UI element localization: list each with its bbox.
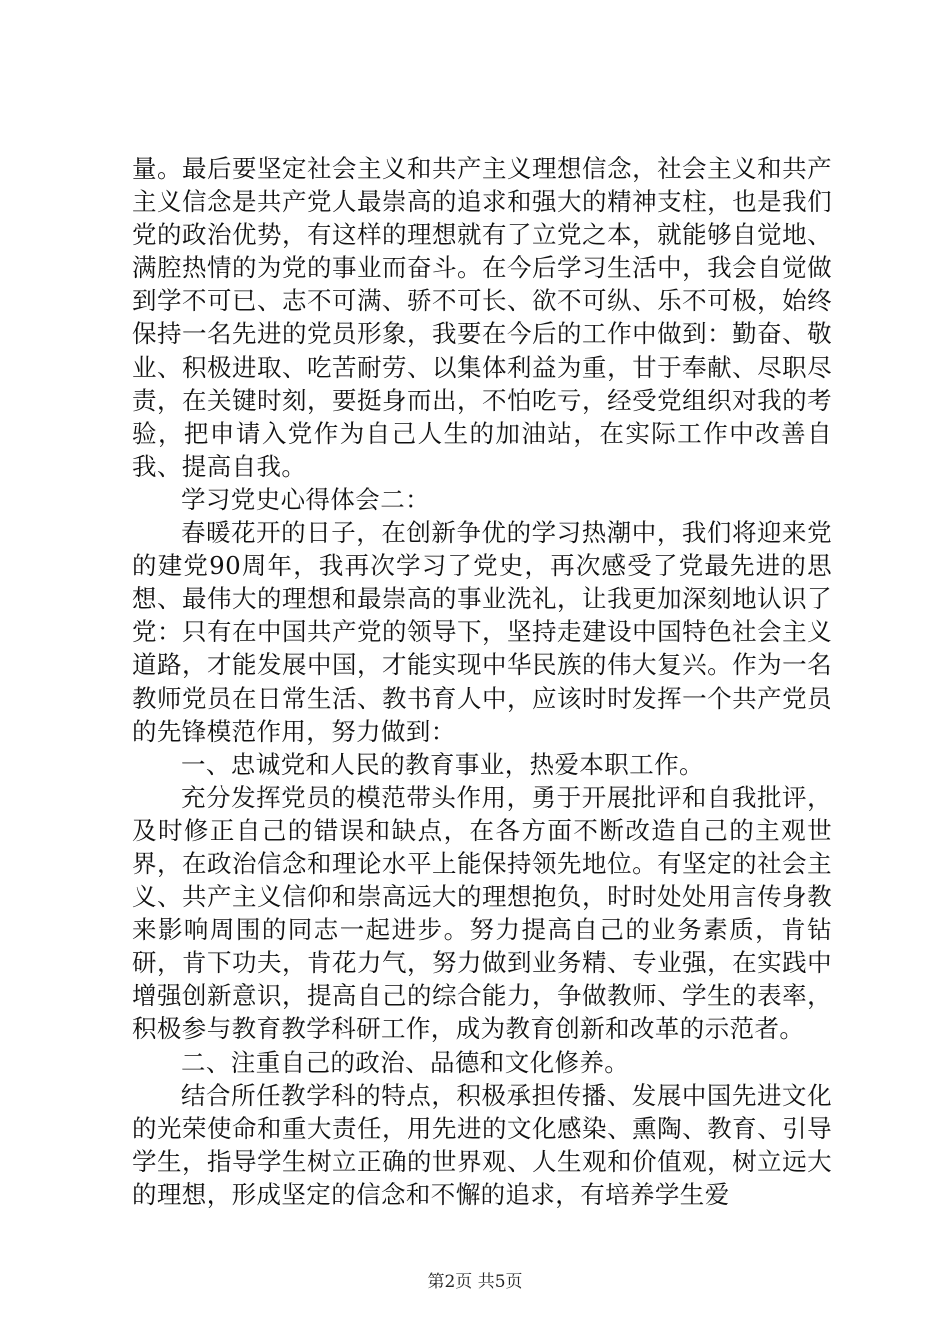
section-heading: 学习党史心得体会二： xyxy=(181,484,430,514)
page-footer: 第2页 共5页 xyxy=(427,1272,523,1292)
body-text xyxy=(132,152,832,1211)
section-heading: 一、忠诚党和人民的教育事业，热爱本职工作。 xyxy=(181,749,704,779)
paragraph: 春暖花开的日子，在创新争优的学习热潮中，我们将迎来党的建党90周年，我再次学习了党史，再次感受了党最先进的思想、最伟大的理想和最崇高的事业洗礼，让我更加深刻地认识了党：只有在中国共产党的领导下，坚持走建设中国特色社会主义道路，才能发展中国，才能实现中华民族的伟大复兴。作为一名教师党员在日常生活、教书育人中，应该时时发挥一个共产党员的先锋模范作用，努力做到： xyxy=(132,518,832,746)
section-heading: 二、注重自己的政治、品德和文化修养。 xyxy=(181,1047,630,1077)
paragraph: 结合所任教学科的特点，积极承担传播、发展中国先进文化的光荣使命和重大责任，用先进的文化感染、熏陶、教育、引导学生，指导学生树立正确的世界观、人生观和价值观，树立远大的理想，形成坚定的信念和不懈的追求，有培养学生爱 xyxy=(132,1080,832,1209)
paragraph: 量。最后要坚定社会主义和共产主义理想信念，社会主义和共产主义信念是共产党人最崇高的追求和强大的精神支柱，也是我们党的政治优势，有这样的理想就有了立党之本，就能够自觉地、满腔热情的为党的事业而奋斗。在今后学习生活中，我会自觉做到学不可已、志不可满、骄不可长、欲不可纵、乐不可极，始终保持一名先进的党员形象，我要在今后的工作中做到：勤奋、敬业、积极进取、吃苦耐劳、以集体利益为重，甘于奉献、尽职尽责，在关键时刻，要挺身而出，不怕吃亏，经受党组织对我的考验，把申请入党作为自己人生的加油站，在实际工作中改善自我、提高自我。 xyxy=(132,154,832,481)
paragraph: 充分发挥党员的模范带头作用，勇于开展批评和自我批评，及时修正自己的错误和缺点，在各方面不断改造自己的主观世界，在政治信念和理论水平上能保持领先地位。有坚定的社会主义、共产主义信仰和崇高远大的理想抱负，时时处处用言传身教来影响周围的同志一起进步。努力提高自己的业务素质，肯钻研，肯下功夫，肯花力气，努力做到业务精、专业强，在实践中增强创新意识，提高自己的综合能力，争做教师、学生的表率，积极参与教育教学科研工作，成为教育创新和改革的示范者。 xyxy=(132,782,832,1044)
